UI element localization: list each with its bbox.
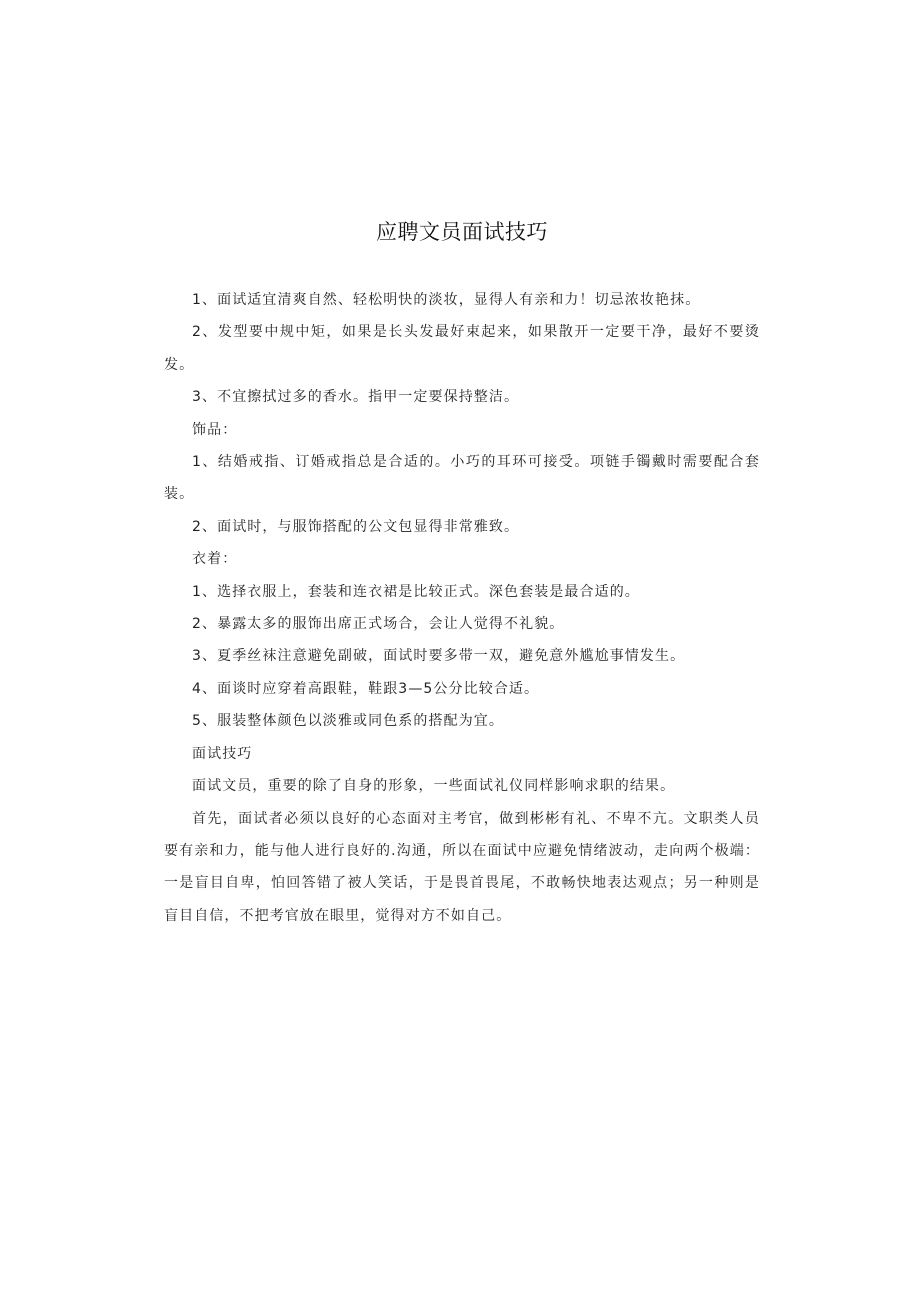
section-heading-interview-tips: 面试技巧	[192, 745, 253, 762]
document-title: 应聘文员面试技巧	[376, 220, 548, 244]
paragraph-stockings: 3、夏季丝袜注意避免副破，面试时要多带一双，避免意外尴尬事情发生。	[192, 648, 686, 665]
paragraph-briefcase: 2、面试时，与服饰搭配的公文包显得非常雅致。	[192, 518, 520, 535]
document-page	[164, 214, 760, 932]
paragraph-attitude: 首先，面试者必须以良好的心态面对主考官，做到彬彬有礼、不卑不亢。文职类人员要有亲和力，能与他人进行良好的.沟通，所以在面试中应避免情绪波动，走向两个极端：一是盲目自卑，怕回答错了被人笑话，于是畏首畏尾，不敢畅快地表达观点；另一种则是盲目自信，不把考官放在眼里，觉得对方不如自己。	[164, 810, 760, 924]
paragraph-hairstyle: 2、发型要中规中矩，如果是长头发最好束起来，如果散开一定要干净，最好不要烫发。	[164, 324, 760, 373]
paragraph-makeup: 1、面试适宜清爽自然、轻松明快的淡妆，显得人有亲和力！切忌浓妆艳抹。	[192, 292, 701, 308]
paragraph-suits: 1、选择衣服上，套装和连衣裙是比较正式。深色套装是最合适的。	[192, 583, 640, 600]
section-heading-clothing: 衣着：	[192, 551, 238, 568]
paragraph-heels: 4、面谈时应穿着高跟鞋，鞋跟3—5公分比较合适。	[192, 680, 540, 697]
section-heading-accessories: 饰品：	[192, 421, 238, 438]
paragraph-colors: 5、服装整体颜色以淡雅或同色系的搭配为宜。	[192, 713, 505, 730]
paragraph-exposure: 2、暴露太多的服饰出席正式场合，会让人觉得不礼貌。	[192, 616, 565, 633]
paragraph-interview-intro: 面试文员，重要的除了自身的形象，一些面试礼仪同样影响求职的结果。	[192, 778, 676, 795]
paragraph-rings: 1、结婚戒指、订婚戒指总是合适的。小巧的耳环可接受。项链手镯戴时需要配合套装。	[164, 454, 760, 503]
paragraph-perfume: 3、不宜擦拭过多的香水。指甲一定要保持整洁。	[192, 389, 520, 406]
